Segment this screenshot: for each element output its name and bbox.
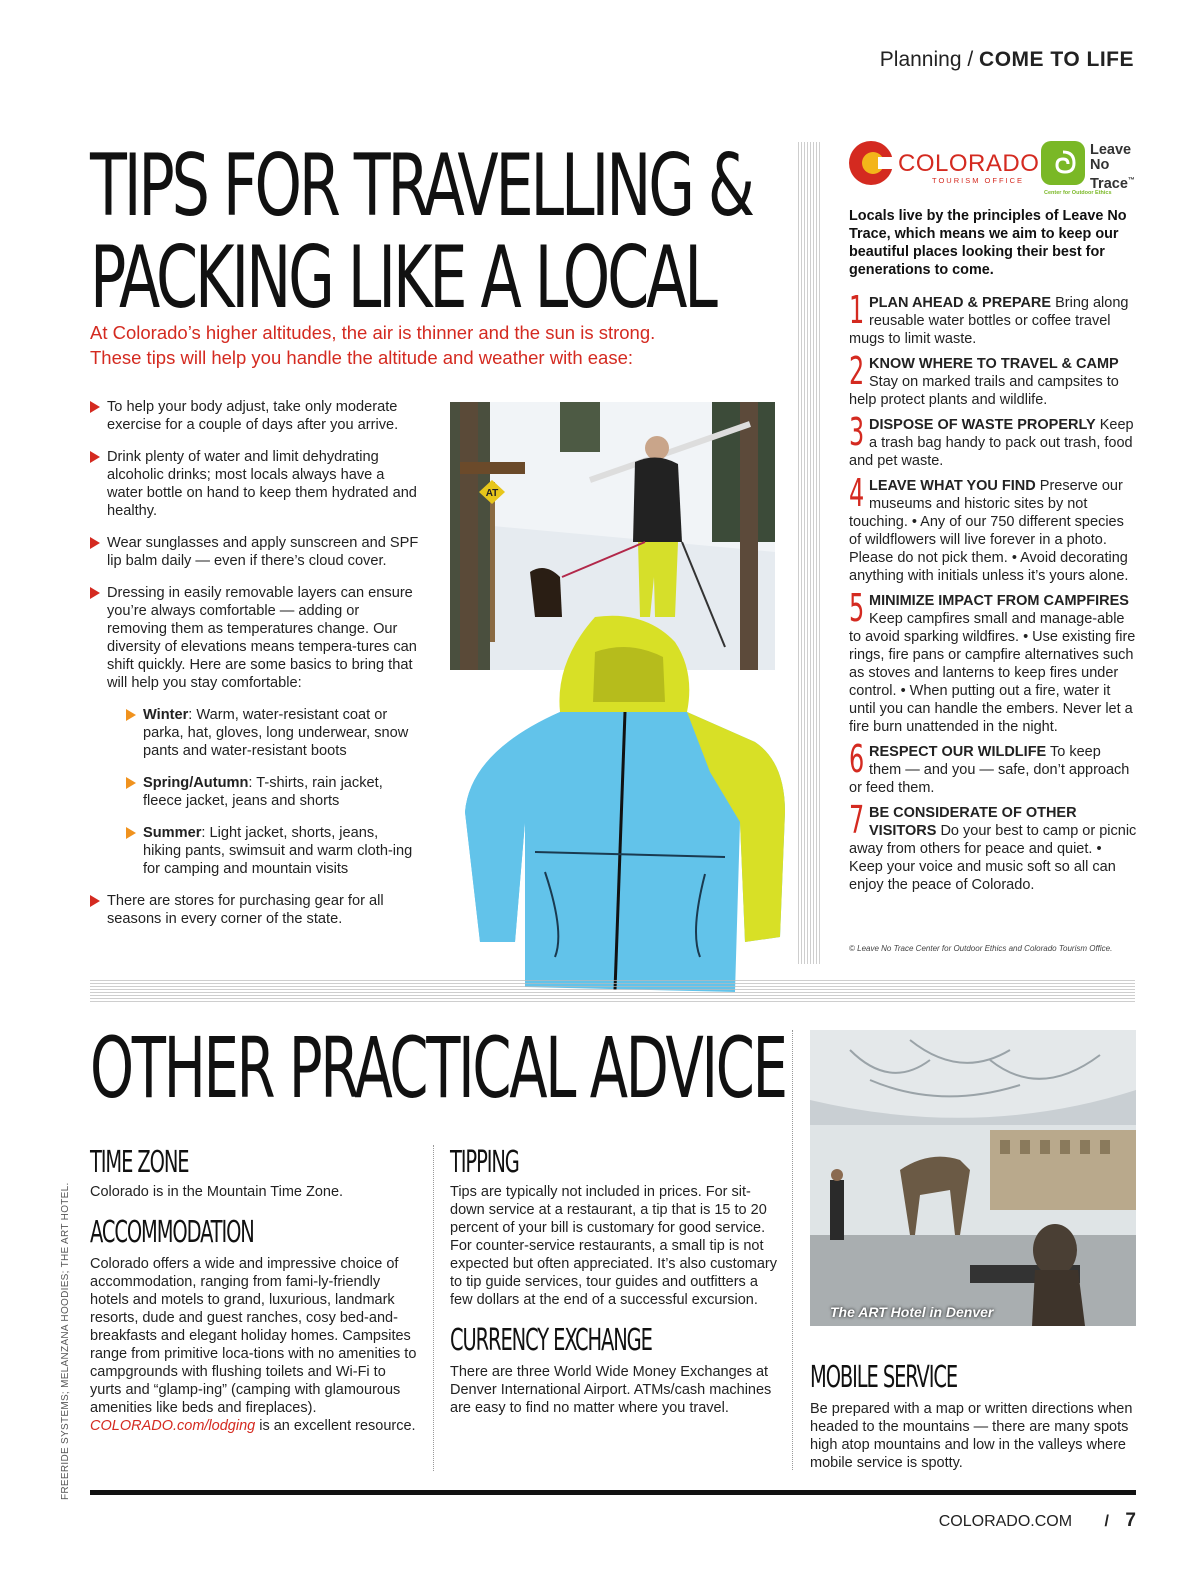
other-advice-title: OTHER PRACTICAL ADVICE	[90, 1019, 786, 1117]
subtitle: At Colorado’s higher altitudes, the air is thinner and the sun is strong. These tips will help you handle the altitude and weather with ease:	[90, 322, 656, 368]
lnt-logo-text: Leave No Trace™	[1090, 142, 1135, 192]
column-divider	[433, 1145, 434, 1471]
principle-item: 1 PLAN AHEAD & PREPARE Bring along reusable water bottles or coffee travel mugs to limit waste.	[849, 288, 1129, 347]
accommodation-heading: ACCOMMODATION	[90, 1215, 254, 1250]
bullet-arrow-icon	[90, 587, 100, 599]
footer-slash: /	[1104, 1513, 1109, 1530]
tips-list	[90, 398, 420, 942]
bullet-arrow-icon	[126, 827, 136, 839]
lodging-link[interactable]: COLORADO.com/lodging	[90, 1418, 256, 1434]
principle-number: 1	[849, 288, 865, 332]
footer-site: COLORADO.COM	[938, 1513, 1073, 1530]
tip-item: Wear sunglasses and apply sunscreen and SPF lip balm daily — even if there’s cloud cover.	[90, 534, 420, 570]
season-item-winter: Winter: Warm, water-resistant coat or parka, hat, gloves, long underwear, snow pants and water-resistant boots	[126, 706, 420, 760]
bullet-arrow-icon	[126, 709, 136, 721]
leave-no-trace-logo	[1040, 140, 1138, 200]
horizontal-dotted-divider	[90, 980, 1135, 1002]
season-item-spring-autumn: Spring/Autumn: T-shirts, rain jacket, fleece jacket, jeans and shorts	[126, 774, 420, 810]
season-item-summer: Summer: Light jacket, shorts, jeans, hiking pants, swimsuit and warm cloth-ing for camping and mountain visits	[126, 824, 420, 878]
principle-number: 6	[849, 737, 865, 781]
header-separator: /	[967, 48, 974, 71]
bullet-arrow-icon	[90, 451, 100, 463]
tip-item: Dressing in easily removable layers can ensure you’re always comfortable — adding or removing them as temperatures change. Our diversity of elevations means tempera-tures can shift quickly. Here are some basics to bring that will help you stay comfortable: Winter: Warm, water-resistant coat or parka, hat, gloves, long underwear, snow pants and water-resistant boots Spring/Autumn: T-shirts, rain jacket, fleece jacket, jeans and shorts Summer: Light jacket, shorts, jeans, hiking pants, swimsuit and warm cloth-ing for camping and mountain visits	[90, 584, 420, 878]
tip-item: Drink plenty of water and limit dehydrating alcoholic drinks; most locals always have a water bottle on hand to keep them hydrated and healthy.	[90, 448, 420, 520]
principle-number: 2	[849, 349, 865, 393]
tipping-text: Tips are typically not included in prices. For sit-down service at a restaurant, a tip that is 15 to 20 percent of your bill is customary for good service. For counter-service restaurants, a small tip is not expected but often appreciated. It’s also customary to tip guide services, tour guides and outfitters a few dollars at the end of a successful excursion.	[450, 1184, 777, 1308]
page-number: 7	[1125, 1510, 1136, 1531]
tipping-heading: TIPPING	[450, 1145, 519, 1180]
principle-number: 7	[849, 798, 865, 842]
mobile-service-heading: MOBILE SERVICE	[810, 1360, 958, 1395]
currency-text: There are three World Wide Money Exchanges at Denver International Airport. ATMs/cash machines are easy to find no matter where you travel.	[450, 1364, 772, 1416]
principle-item: 5 MINIMIZE IMPACT FROM CAMPFIRES Keep campfires small and manage-able to avoid sparking wildfires. • Use existing fire rings, fire pans or campfire alternatives such as stoves and lanterns to keep fires under control. • When putting out a fire, water it until you can handle the embers. Never let a fire burn unattended in the night.	[849, 586, 1136, 735]
tip-item: There are stores for purchasing gear for all seasons in every corner of the state.	[90, 892, 420, 928]
page-title-line1: TIPS FOR TRAVELLING &	[90, 136, 752, 236]
principle-number: 3	[849, 410, 865, 454]
currency-heading: CURRENCY EXCHANGE	[450, 1323, 652, 1358]
colorado-c-icon	[848, 140, 894, 186]
seasons-list	[126, 706, 420, 878]
principle-number: 5	[849, 586, 865, 630]
lnt-intro: Locals live by the principles of Leave No Trace, which means we aim to keep our beautiful places looking their best for generations to come.	[849, 208, 1127, 278]
bullet-arrow-icon	[90, 537, 100, 549]
bullet-arrow-icon	[90, 895, 100, 907]
time-zone-heading: TIME ZONE	[90, 1145, 189, 1180]
photo-credit: FREERIDE SYSTEMS; MELANZANA HOODIES; THE ART HOTEL.	[60, 1182, 71, 1500]
lnt-credit: © Leave No Trace Center for Outdoor Ethics and Colorado Tourism Office.	[849, 944, 1113, 953]
column-divider	[792, 1030, 793, 1470]
lnt-swirl-icon	[1040, 140, 1086, 186]
advice-column-middle	[450, 1145, 780, 1417]
page-footer	[939, 1510, 1136, 1532]
principle-item: 4 LEAVE WHAT YOU FIND Preserve our museums and historic sites by not touching. • Any of our 750 different species of wildflowers will live forever in a photo. Please do not pick them. • Avoid decorating anything with initials unless it’s yours alone.	[849, 471, 1129, 584]
tip-item: To help your body adjust, take only moderate exercise for a couple of days after you arrive.	[90, 398, 420, 434]
vertical-dotted-divider	[798, 142, 820, 964]
trail-sign-text: AT	[485, 488, 499, 499]
header-title: COME TO LIFE	[979, 48, 1134, 71]
photo-caption: The ART Hotel in Denver	[830, 1304, 994, 1320]
bullet-arrow-icon	[90, 401, 100, 413]
colorado-logo-text: COLORADO	[898, 150, 1040, 177]
jacket-image	[455, 612, 790, 997]
accommodation-text: Colorado offers a wide and impressive choice of accommodation, ranging from fami-ly-friendly hotels and motels to grand, luxurious, landmark resorts, dude and guest ranches, cosy bed-and-breakfasts and elegant holiday homes. Campsites range from primitive loca-tions with no amenities to campgrounds with flushing toilets and Wi-Fi to yurts and “glamp-ing” (camping with glamourous amenities like beds and fireplaces). COLORADO.com/lodging is an excellent resource.	[90, 1256, 417, 1434]
page-header	[880, 48, 1134, 72]
lnt-principles-list	[849, 288, 1137, 901]
colorado-tourism-logo	[848, 140, 1040, 190]
art-hotel-photo	[810, 1030, 1136, 1326]
page-title	[90, 136, 752, 328]
principle-item: 7 BE CONSIDERATE OF OTHER VISITORS Do your best to camp or picnic away from others for peace and quiet. • Keep your voice and music soft so all can enjoy the peace of Colorado.	[849, 798, 1137, 893]
header-section: Planning	[879, 48, 962, 71]
principle-item: 3 DISPOSE OF WASTE PROPERLY Keep a trash bag handy to pack out trash, food and pet waste.	[849, 410, 1134, 469]
advice-column-left	[90, 1145, 420, 1435]
page-title-line2: PACKING LIKE A LOCAL	[90, 228, 715, 328]
colorado-logo-sub: TOURISM OFFICE	[932, 176, 1025, 185]
advice-column-right	[810, 1360, 1136, 1472]
principle-number: 4	[849, 471, 865, 515]
principle-item: 2 KNOW WHERE TO TRAVEL & CAMP Stay on marked trails and campsites to help protect plants and wildlife.	[849, 349, 1119, 408]
mobile-service-text: Be prepared with a map or written directions when headed to the mountains — there are many spots high atop mountains and low in the valleys where mobile service is spotty.	[810, 1401, 1133, 1471]
principle-item: 6 RESPECT OUR WILDLIFE To keep them — and you — safe, don’t approach or feed them.	[849, 737, 1130, 796]
time-zone-text: Colorado is in the Mountain Time Zone.	[90, 1184, 344, 1200]
bullet-arrow-icon	[126, 777, 136, 789]
footer-rule	[90, 1490, 1136, 1495]
lnt-logo-sub: Center for Outdoor Ethics	[1044, 190, 1112, 196]
